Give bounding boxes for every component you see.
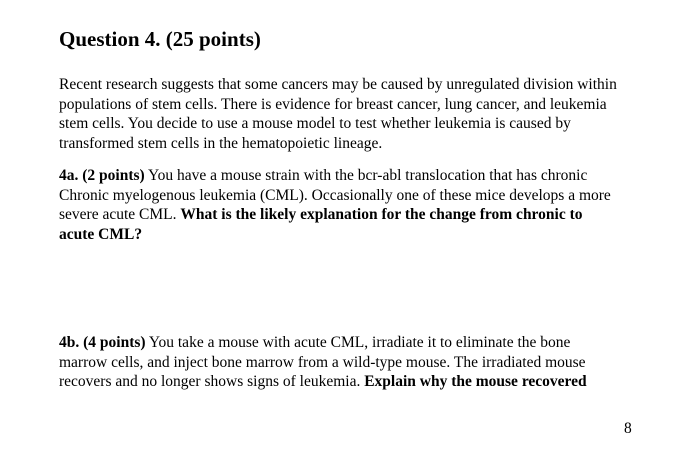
question-4b-text: You take a mouse with acute CML, irradiate it to eliminate the bone xyxy=(145,334,571,351)
question-4a-line xyxy=(59,225,649,245)
question-4a-line: Chronic myelogenous leukemia (CML). Occasionally one of these mice develops a more xyxy=(59,186,611,204)
question-4a-prompt: What is the likely explanation for the change from chronic to xyxy=(180,206,583,224)
question-4a-label: 4a. (2 points) xyxy=(59,167,145,184)
question-4b xyxy=(59,333,649,392)
question-4a xyxy=(59,166,649,244)
question-4b-label: 4b. (4 points) xyxy=(59,334,146,351)
question-4a-prompt: acute CML? xyxy=(59,225,143,243)
question-4b-line: marrow cells, and inject bone marrow from a wild-type mouse. The irradiated mouse xyxy=(59,353,586,371)
question-4b-text: recovers and no longer shows signs of leukemia. xyxy=(59,373,365,391)
question-4a-line xyxy=(59,166,649,186)
question-title: Question 4. (25 points) xyxy=(59,27,261,51)
intro-line: transformed stem cells in the hematopoietic lineage. xyxy=(59,134,383,152)
intro-line: populations of stem cells. There is evidence for breast cancer, lung cancer, and leukemia xyxy=(59,95,607,113)
question-4b-prompt: Explain why the mouse recovered xyxy=(364,373,587,391)
page-number: 8 xyxy=(624,420,632,437)
intro-line: stem cells. You decide to use a mouse model to test whether leukemia is caused by xyxy=(59,115,571,133)
intro-line: Recent research suggests that some cancers may be caused by unregulated division within xyxy=(59,76,617,93)
question-4a-text: You have a mouse strain with the bcr-abl translocation that has chronic xyxy=(144,167,588,184)
intro-paragraph xyxy=(59,75,649,153)
question-4b-line xyxy=(59,333,649,353)
question-4b-line xyxy=(59,372,649,392)
question-4a-line xyxy=(59,205,649,225)
question-4a-text: severe acute CML. xyxy=(59,206,181,224)
